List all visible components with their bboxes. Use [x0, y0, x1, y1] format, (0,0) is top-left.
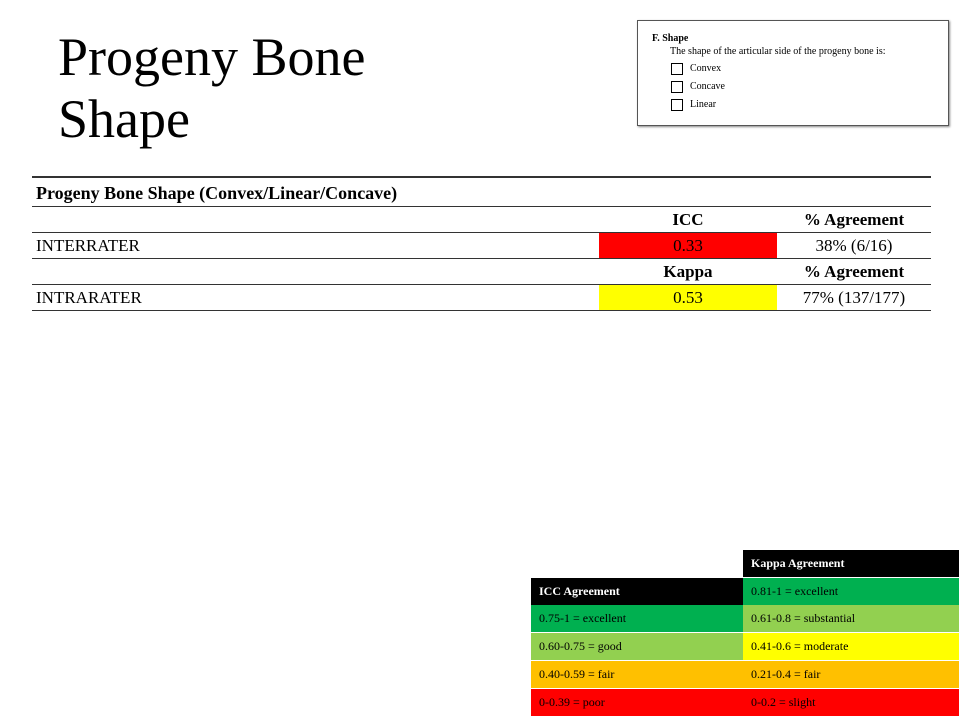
- intrarater-kappa-value: 0.53: [599, 285, 777, 310]
- header-spacer: [32, 207, 599, 232]
- interrater-label: INTERRATER: [36, 236, 140, 255]
- table-row-intrarater: [32, 284, 931, 311]
- icc-legend-fair: 0.40-0.59 = fair: [531, 661, 743, 688]
- option-convex[interactable]: [671, 62, 721, 76]
- kappa-legend-fair: 0.21-0.4 = fair: [743, 661, 959, 688]
- checkbox-linear[interactable]: [671, 99, 683, 111]
- intrarater-label: INTRARATER: [36, 288, 142, 307]
- table-header-row: [32, 258, 931, 284]
- form-heading: F. Shape: [652, 33, 689, 44]
- icc-header: ICC: [672, 210, 704, 229]
- header-spacer: [32, 259, 599, 284]
- agreement-header: % Agreement: [803, 262, 905, 281]
- icc-legend-poor: 0-0.39 = poor: [531, 689, 743, 716]
- option-label: Convex: [690, 63, 722, 74]
- option-linear[interactable]: [671, 98, 716, 112]
- kappa-legend-header: Kappa Agreement: [743, 550, 959, 577]
- option-label: Concave: [690, 81, 725, 92]
- table-row-interrater: [32, 232, 931, 258]
- icc-legend-excellent: 0.75-1 = excellent: [531, 605, 743, 632]
- checkbox-concave[interactable]: [671, 81, 683, 93]
- table-header-row: [32, 206, 931, 232]
- option-concave[interactable]: [671, 80, 725, 94]
- agreement-header: % Agreement: [803, 210, 905, 229]
- results-table: [32, 176, 931, 311]
- intrarater-agreement: 77% (137/177): [802, 288, 906, 307]
- interrater-icc-value: 0.33: [599, 233, 777, 258]
- results-caption: Progeny Bone Shape (Convex/Linear/Concave): [32, 176, 931, 206]
- kappa-legend-slight: 0-0.2 = slight: [743, 689, 959, 716]
- icc-legend-header: ICC Agreement: [531, 578, 743, 605]
- icc-legend-good: 0.60-0.75 = good: [531, 633, 743, 660]
- checkbox-convex[interactable]: [671, 63, 683, 75]
- interrater-agreement: 38% (6/16): [815, 236, 893, 255]
- page-title: Progeny Bone Shape: [58, 27, 366, 149]
- kappa-legend-excellent: 0.81-1 = excellent: [743, 578, 959, 605]
- kappa-legend-moderate: 0.41-0.6 = moderate: [743, 633, 959, 660]
- kappa-legend-substantial: 0.61-0.8 = substantial: [743, 605, 959, 632]
- kappa-header: Kappa: [663, 262, 713, 281]
- shape-form-excerpt: [637, 20, 949, 126]
- option-label: Linear: [690, 99, 717, 110]
- form-question: The shape of the articular side of the progeny bone is:: [670, 46, 886, 57]
